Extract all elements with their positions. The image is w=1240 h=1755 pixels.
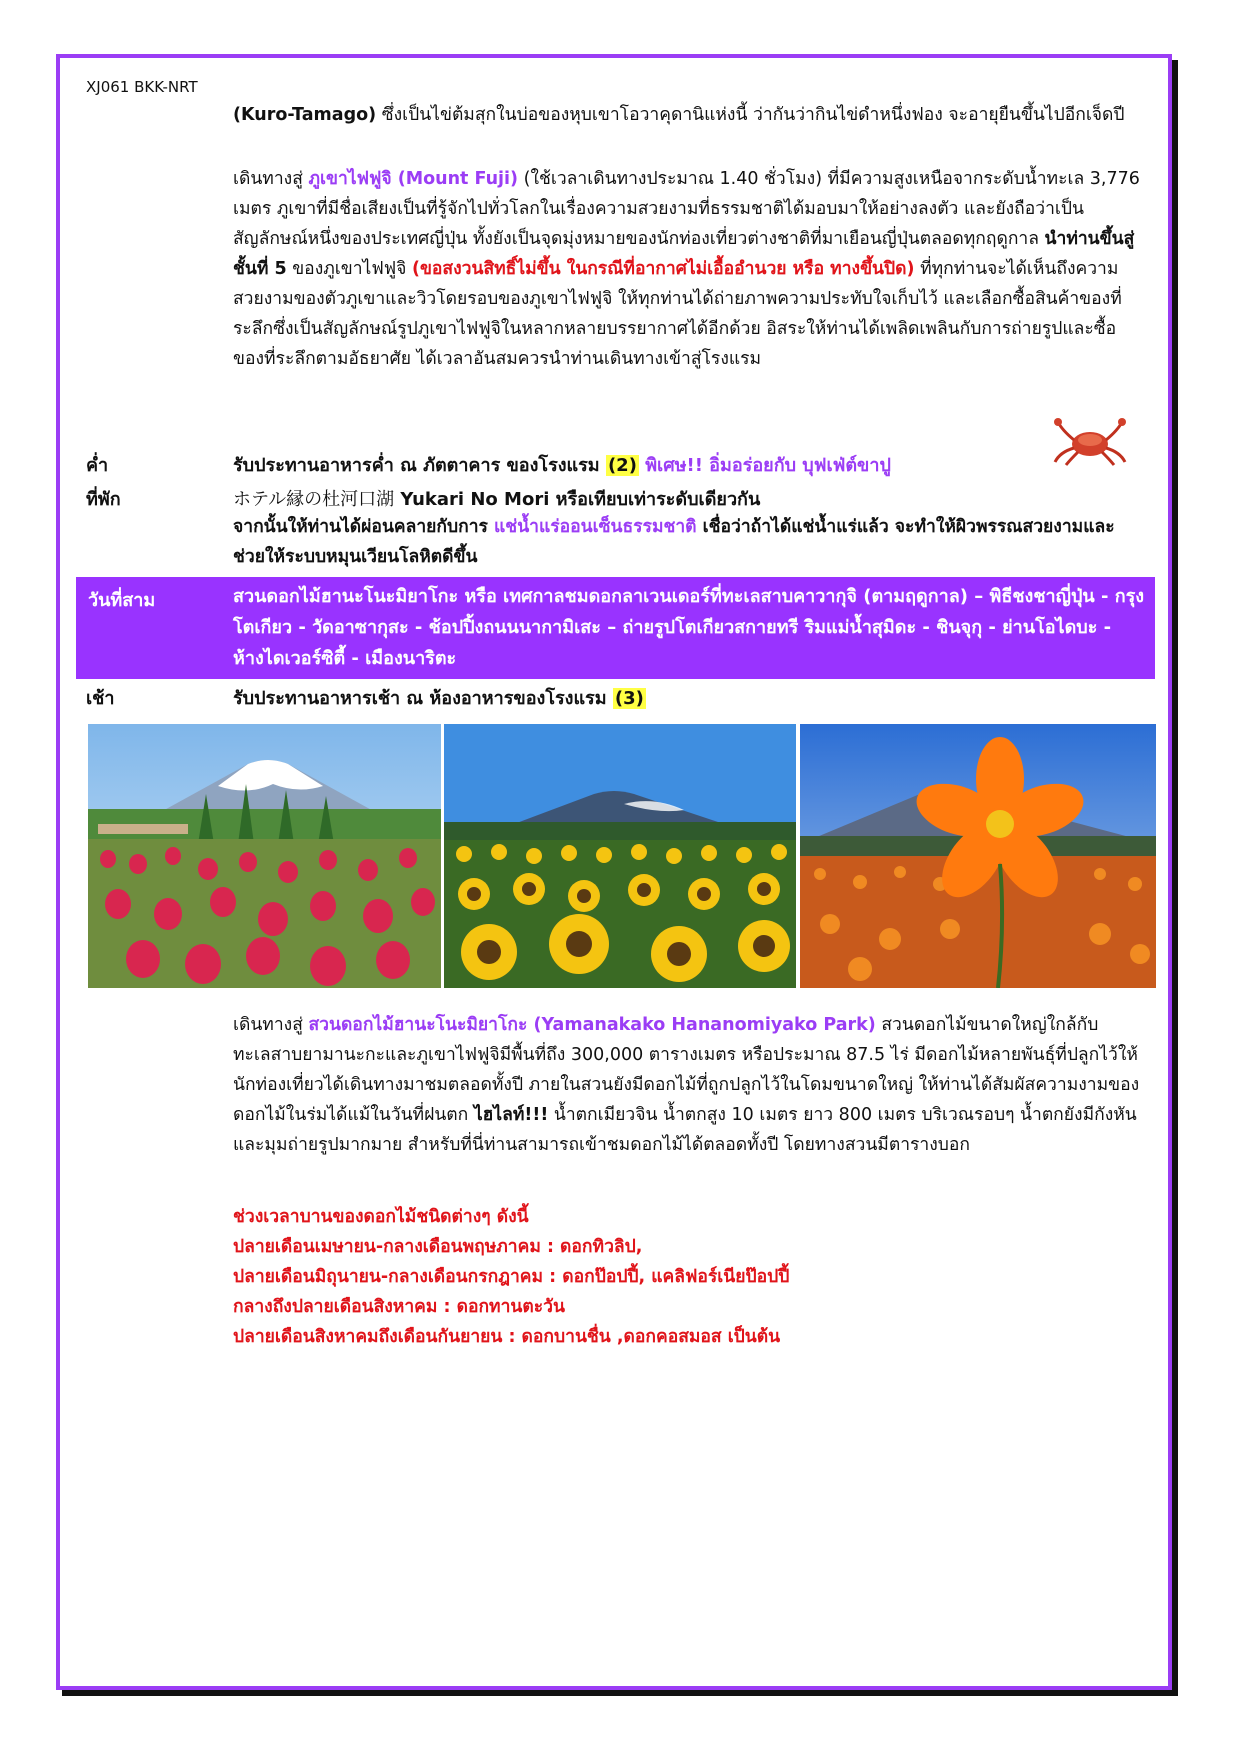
fuji-text-3: ที่ทุกท่านจะได้เห็นถึงความสวยงามของตัวภูเขาและวิวโดยรอบของภูเขาไฟฟูจิ ให้ทุกท่านได้ถ่ายภาพความประทับใจเก็บไว้ และเลือกซื้อสินค้าของที่ระลึกซึ่งเป็นสัญลักษณ์รูปภูเขาไฟฟูจิในหลากหลายบรรยากาศได้อีกด้วย อิสระให้ท่านได้เพลิดเพลินกับการถ่ายรูปและซื้อของที่ระลึกตามอัธยาศัย ได้เวลาอันสมควรนำท่านเดินทางเข้าสู่โรงแรม — [233, 259, 1122, 369]
park-name: สวนดอกไม้ฮานะโนะมิยาโกะ (Yamanakako Hananomiyako Park) — [308, 1015, 876, 1035]
fuji-text-1: (ใช้เวลาเดินทางประมาณ 1.40 ชั่วโมง) ที่มีความสูงเหนือจากระดับน้ำทะเล 3,776 เมตร ภูเขาที่มีชื่อเสียงเป็นที่รู้จักไปทั่วโลกในเรื่องความสวยงามที่ธรรมชาติได้มอบมาให้อย่างลงตัว และยังถือว่าเป็นสัญลักษณ์หนึ่งของประเทศญี่ปุ่น ทั้งยังเป็นจุดมุ่งหมายของนักท่องเที่ยวต่างชาติที่มาเยือนญี่ปุ่นตลอดทุกฤดูกาล — [233, 169, 1140, 249]
dinner-description: รับประทานอาหารค่ำ ณ ภัตตาคาร ของโรงแรม — [233, 455, 606, 476]
breakfast-label: เช้า — [86, 688, 115, 709]
park-text-2: น้ำตกเมียวจิน น้ำตกสูง 10 เมตร ยาว 800 เมตร บริเวณรอบๆ น้ำตกยังมีกังหันและมุมถ่ายรูปมากมาย สำหรับที่นี่ท่านสามารถเข้าชมดอกไม้ได้ตลอดทั้งปี โดยทางสวนมีตารางบอก — [233, 1105, 1137, 1155]
tulip-field-fuji-photo — [88, 724, 441, 988]
highlight-label: ไฮไลท์!!! — [473, 1105, 549, 1125]
onsen-text: เชื่อว่าถ้าได้แช่น้ำแร่แล้ว จะทำให้ผิวพรรณสวยงามและช่วยให้ระบบหมุนเวียนโลหิตดีขึ้น — [233, 517, 1115, 567]
day-three-banner — [76, 577, 1155, 679]
cosmos-flower-fuji-photo — [800, 724, 1156, 988]
fuji-text-2: ของภูเขาไฟฟูจิ — [286, 259, 412, 279]
dinner-text — [233, 450, 891, 479]
breakfast-description: รับประทานอาหารเช้า ณ ห้องอาหารของโรงแรม — [233, 688, 613, 709]
crab-icon — [1052, 418, 1127, 466]
bloom-schedule-item: ปลายเดือนเมษายน-กลางเดือนพฤษภาคม : ดอกทิวลิป, — [233, 1237, 643, 1257]
bloom-schedule-title: ช่วงเวลาบานของดอกไม้ชนิดต่างๆ ดังนี้ — [233, 1207, 529, 1227]
hananomiyako-park-paragraph — [233, 1010, 1141, 1160]
kuro-tamago-text: ซึ่งเป็นไข่ต้มสุกในบ่อของหุบเขาโอวาคุดานิแห่งนี้ ว่ากันว่ากินไข่ดำหนึ่งฟอง จะอายุยืนขึ้นไปอีกเจ็ดปี — [376, 105, 1125, 125]
bloom-schedule-item: กลางถึงปลายเดือนสิงหาคม : ดอกทานตะวัน — [233, 1297, 565, 1317]
bloom-schedule-item: ปลายเดือนสิงหาคมถึงเดือนกันยายน : ดอกบานชื่น ,ดอกคอสมอส เป็นต้น — [233, 1327, 781, 1347]
document-code: XJ061 BKK-NRT — [86, 78, 198, 96]
bloom-schedule — [233, 1202, 1141, 1352]
bloom-schedule-item: ปลายเดือนมิถุนายน-กลางเดือนกรกฎาคม : ดอกป๊อปปี้, แคลิฟอร์เนียป๊อปปี้ — [233, 1267, 790, 1287]
sunflower-field-fuji-photo — [444, 724, 796, 988]
park-prefix: เดินทางสู่ — [233, 1015, 309, 1035]
dinner-label: ค่ำ — [86, 455, 109, 476]
day-three-label: วันที่สาม — [88, 590, 156, 611]
onsen-paragraph — [233, 512, 1141, 572]
meal-badge-2: (2) — [607, 455, 637, 476]
hotel-name: Yukari No Mori — [394, 489, 550, 510]
onsen-prefix: จากนั้นให้ท่านได้ผ่อนคลายกับการ — [233, 517, 495, 537]
hotel-text — [233, 484, 760, 513]
hotel-jp-name: ホテル縁の杜河口湖 — [233, 489, 395, 510]
crab-buffet-special: พิเศษ!! อิ่มอร่อยกับ บุฟเฟ่ต์ขาปู — [638, 455, 891, 476]
onsen-name: แช่น้ำแร่ออนเซ็นธรรมชาติ — [494, 517, 697, 537]
breakfast-text — [233, 683, 646, 712]
kuro-tamago-title: (Kuro-Tamago) — [233, 105, 377, 125]
fuji-disclaimer: (ขอสงวนสิทธิ์ไม่ขึ้น ในกรณีที่อากาศไม่เอื้ออำนวย หรือ ทางขึ้นปิด) — [411, 259, 915, 279]
fuji-station-5: นำท่านขึ้นสู่ชั้นที่ 5 — [233, 229, 1135, 279]
kuro-tamago-paragraph — [233, 100, 1141, 130]
day-three-itinerary: สวนดอกไม้ฮานะโนะมิยาโกะ หรือ เทศกาลชมดอกลาเวนเดอร์ที่ทะเลสาบคาวากุจิ (ตามฤดูกาล) – พิธีชงชาญี่ปุ่น - กรุงโตเกียว - วัดอาซากุสะ - ช้อปปิ้งถนนนากามิเสะ – ถ่ายรูปโตเกียวสกายทรี ริมแม่น้ำสุมิดะ - ชินจุกุ - ย่านโอไดบะ - ห้างไดเวอร์ซิตี้ - เมืองนาริตะ — [233, 586, 1145, 669]
fuji-prefix: เดินทางสู่ — [233, 169, 309, 189]
mount-fuji-paragraph — [233, 164, 1141, 374]
hotel-suffix: หรือเทียบเท่าระดับเดียวกัน — [549, 489, 761, 510]
mount-fuji-name: ภูเขาไฟฟูจิ (Mount Fuji) — [308, 169, 519, 189]
hotel-label: ที่พัก — [86, 489, 121, 510]
park-text-1: สวนดอกไม้ขนาดใหญ่ใกล้กับทะเลสาบยามานะกะและภูเขาไฟฟูจิมีพื้นที่ถึง 300,000 ตารางเมตร หรือประมาณ 87.5 ไร่ มีดอกไม้หลายพันธุ์ที่ปลูกไว้ให้นักท่องเที่ยวได้เดินทางมาชมตลอดทั้งปี ภายในสวนยังมีดอกไม้ที่ถูกปลูกไว้ในโดมขนาดใหญ่ ให้ท่านได้สัมผัสความงามของดอกไม้ในร่มได้แม้ในวันที่ฝนตก — [233, 1015, 1140, 1125]
meal-badge-3: (3) — [614, 688, 644, 709]
